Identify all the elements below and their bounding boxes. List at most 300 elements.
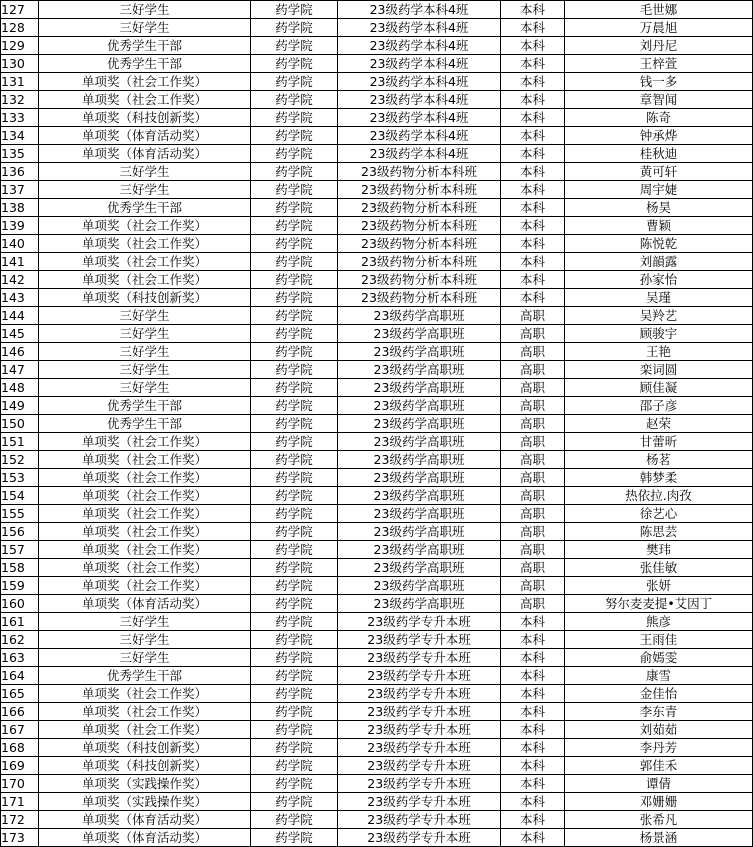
college-cell: 药学院	[251, 559, 338, 577]
award-cell: 三好学生	[39, 343, 251, 361]
level-cell: 本科	[501, 127, 565, 145]
class-cell: 23级药学专升本班	[338, 793, 501, 811]
student-name-cell: 毛世娜	[565, 1, 753, 19]
college-cell: 药学院	[251, 487, 338, 505]
table-row	[1, 685, 753, 703]
college-cell: 药学院	[251, 145, 338, 163]
level-cell: 本科	[501, 685, 565, 703]
college-cell: 药学院	[251, 1, 338, 19]
student-name-cell: 杨茗	[565, 451, 753, 469]
level-cell: 本科	[501, 649, 565, 667]
table-row	[1, 415, 753, 433]
table-row	[1, 829, 753, 847]
student-name-cell: 周宇婕	[565, 181, 753, 199]
college-cell: 药学院	[251, 217, 338, 235]
class-cell: 23级药学专升本班	[338, 739, 501, 757]
student-name-cell: 钱一多	[565, 73, 753, 91]
class-cell: 23级药学高职班	[338, 595, 501, 613]
student-name-cell: 杨景涵	[565, 829, 753, 847]
table-row	[1, 325, 753, 343]
college-cell: 药学院	[251, 289, 338, 307]
level-cell: 本科	[501, 793, 565, 811]
table-row	[1, 541, 753, 559]
award-cell: 三好学生	[39, 631, 251, 649]
award-cell: 三好学生	[39, 379, 251, 397]
table-row	[1, 73, 753, 91]
college-cell: 药学院	[251, 91, 338, 109]
class-cell: 23级药学本科4班	[338, 91, 501, 109]
student-name-cell: 王艳	[565, 343, 753, 361]
class-cell: 23级药学高职班	[338, 451, 501, 469]
row-number-cell: 151	[1, 433, 39, 451]
student-name-cell: 韩梦柔	[565, 469, 753, 487]
award-cell: 单项奖（社会工作奖）	[39, 487, 251, 505]
college-cell: 药学院	[251, 397, 338, 415]
row-number-cell: 154	[1, 487, 39, 505]
level-cell: 本科	[501, 55, 565, 73]
level-cell: 本科	[501, 199, 565, 217]
level-cell: 本科	[501, 163, 565, 181]
class-cell: 23级药学高职班	[338, 433, 501, 451]
student-name-cell: 熊彦	[565, 613, 753, 631]
class-cell: 23级药学专升本班	[338, 703, 501, 721]
award-cell: 单项奖（社会工作奖）	[39, 217, 251, 235]
table-row	[1, 649, 753, 667]
student-name-cell: 孙家怡	[565, 271, 753, 289]
class-cell: 23级药学专升本班	[338, 721, 501, 739]
award-cell: 单项奖（社会工作奖）	[39, 703, 251, 721]
row-number-cell: 133	[1, 109, 39, 127]
class-cell: 23级药学高职班	[338, 577, 501, 595]
student-name-cell: 谭倩	[565, 775, 753, 793]
award-cell: 单项奖（体育活动奖）	[39, 127, 251, 145]
class-cell: 23级药学高职班	[338, 415, 501, 433]
row-number-cell: 138	[1, 199, 39, 217]
college-cell: 药学院	[251, 379, 338, 397]
row-number-cell: 159	[1, 577, 39, 595]
award-cell: 单项奖（科技创新奖）	[39, 739, 251, 757]
award-cell: 单项奖（社会工作奖）	[39, 235, 251, 253]
college-cell: 药学院	[251, 775, 338, 793]
row-number-cell: 135	[1, 145, 39, 163]
class-cell: 23级药学专升本班	[338, 775, 501, 793]
college-cell: 药学院	[251, 37, 338, 55]
table-row	[1, 523, 753, 541]
level-cell: 高职	[501, 595, 565, 613]
class-cell: 23级药学专升本班	[338, 829, 501, 847]
award-cell: 优秀学生干部	[39, 397, 251, 415]
level-cell: 本科	[501, 73, 565, 91]
college-cell: 药学院	[251, 415, 338, 433]
college-cell: 药学院	[251, 163, 338, 181]
row-number-cell: 142	[1, 271, 39, 289]
class-cell: 23级药学本科4班	[338, 19, 501, 37]
level-cell: 高职	[501, 415, 565, 433]
college-cell: 药学院	[251, 757, 338, 775]
row-number-cell: 145	[1, 325, 39, 343]
college-cell: 药学院	[251, 613, 338, 631]
row-number-cell: 157	[1, 541, 39, 559]
class-cell: 23级药学高职班	[338, 523, 501, 541]
class-cell: 23级药学高职班	[338, 541, 501, 559]
class-cell: 23级药学专升本班	[338, 757, 501, 775]
level-cell: 高职	[501, 433, 565, 451]
level-cell: 本科	[501, 181, 565, 199]
class-cell: 23级药物分析本科班	[338, 199, 501, 217]
level-cell: 高职	[501, 307, 565, 325]
row-number-cell: 172	[1, 811, 39, 829]
award-cell: 三好学生	[39, 181, 251, 199]
level-cell: 本科	[501, 109, 565, 127]
row-number-cell: 130	[1, 55, 39, 73]
table-row	[1, 271, 753, 289]
row-number-cell: 148	[1, 379, 39, 397]
level-cell: 高职	[501, 505, 565, 523]
student-name-cell: 赵荣	[565, 415, 753, 433]
award-cell: 单项奖（社会工作奖）	[39, 541, 251, 559]
student-name-cell: 顾骏宇	[565, 325, 753, 343]
award-cell: 三好学生	[39, 649, 251, 667]
level-cell: 本科	[501, 757, 565, 775]
student-name-cell: 李丹芳	[565, 739, 753, 757]
class-cell: 23级药物分析本科班	[338, 235, 501, 253]
award-cell: 三好学生	[39, 361, 251, 379]
class-cell: 23级药学高职班	[338, 343, 501, 361]
college-cell: 药学院	[251, 811, 338, 829]
row-number-cell: 173	[1, 829, 39, 847]
table-row	[1, 55, 753, 73]
row-number-cell: 149	[1, 397, 39, 415]
college-cell: 药学院	[251, 235, 338, 253]
level-cell: 本科	[501, 253, 565, 271]
student-name-cell: 努尔麦麦提•艾因丁	[565, 595, 753, 613]
class-cell: 23级药学高职班	[338, 325, 501, 343]
college-cell: 药学院	[251, 361, 338, 379]
award-cell: 优秀学生干部	[39, 55, 251, 73]
student-name-cell: 王梓萱	[565, 55, 753, 73]
college-cell: 药学院	[251, 433, 338, 451]
award-cell: 三好学生	[39, 325, 251, 343]
row-number-cell: 139	[1, 217, 39, 235]
level-cell: 高职	[501, 541, 565, 559]
class-cell: 23级药学本科4班	[338, 55, 501, 73]
table-row	[1, 793, 753, 811]
student-name-cell: 万晨旭	[565, 19, 753, 37]
class-cell: 23级药学专升本班	[338, 649, 501, 667]
table-row	[1, 811, 753, 829]
award-cell: 单项奖（社会工作奖）	[39, 559, 251, 577]
row-number-cell: 161	[1, 613, 39, 631]
row-number-cell: 128	[1, 19, 39, 37]
table-row	[1, 721, 753, 739]
level-cell: 高职	[501, 325, 565, 343]
class-cell: 23级药学本科4班	[338, 127, 501, 145]
table-row	[1, 631, 753, 649]
table-row	[1, 19, 753, 37]
class-cell: 23级药学高职班	[338, 559, 501, 577]
class-cell: 23级药学本科4班	[338, 37, 501, 55]
class-cell: 23级药物分析本科班	[338, 181, 501, 199]
level-cell: 本科	[501, 1, 565, 19]
level-cell: 本科	[501, 145, 565, 163]
award-cell: 单项奖（社会工作奖）	[39, 451, 251, 469]
row-number-cell: 152	[1, 451, 39, 469]
student-name-cell: 俞嫣雯	[565, 649, 753, 667]
award-cell: 单项奖（体育活动奖）	[39, 145, 251, 163]
college-cell: 药学院	[251, 541, 338, 559]
college-cell: 药学院	[251, 343, 338, 361]
college-cell: 药学院	[251, 505, 338, 523]
student-name-cell: 张佳敏	[565, 559, 753, 577]
row-number-cell: 146	[1, 343, 39, 361]
award-cell: 单项奖（实践操作奖）	[39, 775, 251, 793]
student-name-cell: 栾词圆	[565, 361, 753, 379]
college-cell: 药学院	[251, 19, 338, 37]
level-cell: 高职	[501, 487, 565, 505]
student-name-cell: 曹颖	[565, 217, 753, 235]
table-row	[1, 1, 753, 19]
table-row	[1, 577, 753, 595]
class-cell: 23级药物分析本科班	[338, 289, 501, 307]
row-number-cell: 129	[1, 37, 39, 55]
student-name-cell: 章智闻	[565, 91, 753, 109]
college-cell: 药学院	[251, 703, 338, 721]
table-body	[1, 1, 753, 847]
table-row	[1, 145, 753, 163]
award-cell: 三好学生	[39, 1, 251, 19]
college-cell: 药学院	[251, 253, 338, 271]
class-cell: 23级药学高职班	[338, 469, 501, 487]
level-cell: 本科	[501, 37, 565, 55]
table-row	[1, 775, 753, 793]
class-cell: 23级药学专升本班	[338, 667, 501, 685]
level-cell: 本科	[501, 829, 565, 847]
level-cell: 本科	[501, 775, 565, 793]
class-cell: 23级药学专升本班	[338, 811, 501, 829]
level-cell: 高职	[501, 361, 565, 379]
level-cell: 本科	[501, 217, 565, 235]
award-cell: 优秀学生干部	[39, 667, 251, 685]
class-cell: 23级药学本科4班	[338, 1, 501, 19]
row-number-cell: 155	[1, 505, 39, 523]
award-cell: 单项奖（社会工作奖）	[39, 505, 251, 523]
row-number-cell: 143	[1, 289, 39, 307]
college-cell: 药学院	[251, 793, 338, 811]
table-row	[1, 703, 753, 721]
table-row	[1, 595, 753, 613]
student-name-cell: 陈悦乾	[565, 235, 753, 253]
student-name-cell: 徐艺心	[565, 505, 753, 523]
class-cell: 23级药物分析本科班	[338, 163, 501, 181]
level-cell: 高职	[501, 523, 565, 541]
row-number-cell: 136	[1, 163, 39, 181]
student-name-cell: 刘韻露	[565, 253, 753, 271]
college-cell: 药学院	[251, 271, 338, 289]
table-row	[1, 37, 753, 55]
class-cell: 23级药学高职班	[338, 379, 501, 397]
level-cell: 本科	[501, 721, 565, 739]
student-name-cell: 陈思芸	[565, 523, 753, 541]
row-number-cell: 160	[1, 595, 39, 613]
student-name-cell: 张希凡	[565, 811, 753, 829]
row-number-cell: 140	[1, 235, 39, 253]
row-number-cell: 141	[1, 253, 39, 271]
table-row	[1, 307, 753, 325]
level-cell: 高职	[501, 469, 565, 487]
student-name-cell: 樊玮	[565, 541, 753, 559]
class-cell: 23级药学本科4班	[338, 145, 501, 163]
college-cell: 药学院	[251, 649, 338, 667]
award-cell: 单项奖（社会工作奖）	[39, 523, 251, 541]
row-number-cell: 156	[1, 523, 39, 541]
student-name-cell: 吴羚艺	[565, 307, 753, 325]
row-number-cell: 170	[1, 775, 39, 793]
student-name-cell: 刘丹尼	[565, 37, 753, 55]
level-cell: 本科	[501, 289, 565, 307]
class-cell: 23级药学本科4班	[338, 109, 501, 127]
table-row	[1, 109, 753, 127]
college-cell: 药学院	[251, 469, 338, 487]
table-row	[1, 613, 753, 631]
row-number-cell: 164	[1, 667, 39, 685]
row-number-cell: 144	[1, 307, 39, 325]
student-name-cell: 杨昊	[565, 199, 753, 217]
award-cell: 单项奖（社会工作奖）	[39, 685, 251, 703]
college-cell: 药学院	[251, 829, 338, 847]
level-cell: 本科	[501, 235, 565, 253]
award-cell: 单项奖（社会工作奖）	[39, 433, 251, 451]
table-row	[1, 757, 753, 775]
student-name-cell: 热依拉.肉孜	[565, 487, 753, 505]
award-cell: 单项奖（社会工作奖）	[39, 577, 251, 595]
college-cell: 药学院	[251, 685, 338, 703]
class-cell: 23级药学高职班	[338, 505, 501, 523]
table-row	[1, 361, 753, 379]
level-cell: 高职	[501, 397, 565, 415]
college-cell: 药学院	[251, 523, 338, 541]
table-row	[1, 505, 753, 523]
table-row	[1, 163, 753, 181]
table-row	[1, 559, 753, 577]
table-row	[1, 253, 753, 271]
level-cell: 本科	[501, 739, 565, 757]
student-name-cell: 张妍	[565, 577, 753, 595]
level-cell: 高职	[501, 379, 565, 397]
class-cell: 23级药学本科4班	[338, 73, 501, 91]
student-name-cell: 王雨佳	[565, 631, 753, 649]
level-cell: 本科	[501, 19, 565, 37]
student-name-cell: 钟承烨	[565, 127, 753, 145]
college-cell: 药学院	[251, 577, 338, 595]
table-row	[1, 451, 753, 469]
class-cell: 23级药物分析本科班	[338, 217, 501, 235]
college-cell: 药学院	[251, 739, 338, 757]
award-cell: 单项奖（社会工作奖）	[39, 91, 251, 109]
row-number-cell: 150	[1, 415, 39, 433]
row-number-cell: 131	[1, 73, 39, 91]
table-row	[1, 91, 753, 109]
table-row	[1, 235, 753, 253]
class-cell: 23级药学高职班	[338, 361, 501, 379]
college-cell: 药学院	[251, 181, 338, 199]
student-name-cell: 陈奇	[565, 109, 753, 127]
row-number-cell: 132	[1, 91, 39, 109]
level-cell: 高职	[501, 451, 565, 469]
student-name-cell: 康雪	[565, 667, 753, 685]
row-number-cell: 167	[1, 721, 39, 739]
class-cell: 23级药物分析本科班	[338, 271, 501, 289]
award-cell: 单项奖（社会工作奖）	[39, 721, 251, 739]
student-name-cell: 桂秋迪	[565, 145, 753, 163]
college-cell: 药学院	[251, 127, 338, 145]
level-cell: 本科	[501, 91, 565, 109]
table-row	[1, 181, 753, 199]
table-row	[1, 127, 753, 145]
award-cell: 三好学生	[39, 613, 251, 631]
student-name-cell: 顾佳凝	[565, 379, 753, 397]
college-cell: 药学院	[251, 73, 338, 91]
award-cell: 单项奖（科技创新奖）	[39, 757, 251, 775]
table-row	[1, 739, 753, 757]
row-number-cell: 137	[1, 181, 39, 199]
college-cell: 药学院	[251, 199, 338, 217]
student-name-cell: 邓姗姗	[565, 793, 753, 811]
class-cell: 23级药物分析本科班	[338, 253, 501, 271]
level-cell: 本科	[501, 667, 565, 685]
college-cell: 药学院	[251, 325, 338, 343]
award-cell: 优秀学生干部	[39, 199, 251, 217]
row-number-cell: 162	[1, 631, 39, 649]
table-row	[1, 433, 753, 451]
student-name-cell: 郭佳禾	[565, 757, 753, 775]
row-number-cell: 163	[1, 649, 39, 667]
table-row	[1, 397, 753, 415]
student-name-cell: 李东青	[565, 703, 753, 721]
award-cell: 优秀学生干部	[39, 415, 251, 433]
row-number-cell: 147	[1, 361, 39, 379]
award-cell: 优秀学生干部	[39, 37, 251, 55]
college-cell: 药学院	[251, 631, 338, 649]
table-row	[1, 667, 753, 685]
class-cell: 23级药学高职班	[338, 397, 501, 415]
class-cell: 23级药学专升本班	[338, 613, 501, 631]
award-cell: 单项奖（社会工作奖）	[39, 469, 251, 487]
award-cell: 单项奖（社会工作奖）	[39, 73, 251, 91]
award-cell: 单项奖（科技创新奖）	[39, 289, 251, 307]
college-cell: 药学院	[251, 721, 338, 739]
student-name-cell: 邵子彦	[565, 397, 753, 415]
level-cell: 本科	[501, 703, 565, 721]
college-cell: 药学院	[251, 451, 338, 469]
award-cell: 三好学生	[39, 163, 251, 181]
award-cell: 三好学生	[39, 307, 251, 325]
student-name-cell: 金佳怡	[565, 685, 753, 703]
table-row	[1, 199, 753, 217]
row-number-cell: 158	[1, 559, 39, 577]
level-cell: 本科	[501, 811, 565, 829]
row-number-cell: 134	[1, 127, 39, 145]
row-number-cell: 165	[1, 685, 39, 703]
award-cell: 单项奖（科技创新奖）	[39, 109, 251, 127]
row-number-cell: 169	[1, 757, 39, 775]
level-cell: 高职	[501, 343, 565, 361]
level-cell: 本科	[501, 271, 565, 289]
table-row	[1, 289, 753, 307]
student-name-cell: 黄可轩	[565, 163, 753, 181]
class-cell: 23级药学专升本班	[338, 685, 501, 703]
award-cell: 单项奖（体育活动奖）	[39, 595, 251, 613]
college-cell: 药学院	[251, 307, 338, 325]
